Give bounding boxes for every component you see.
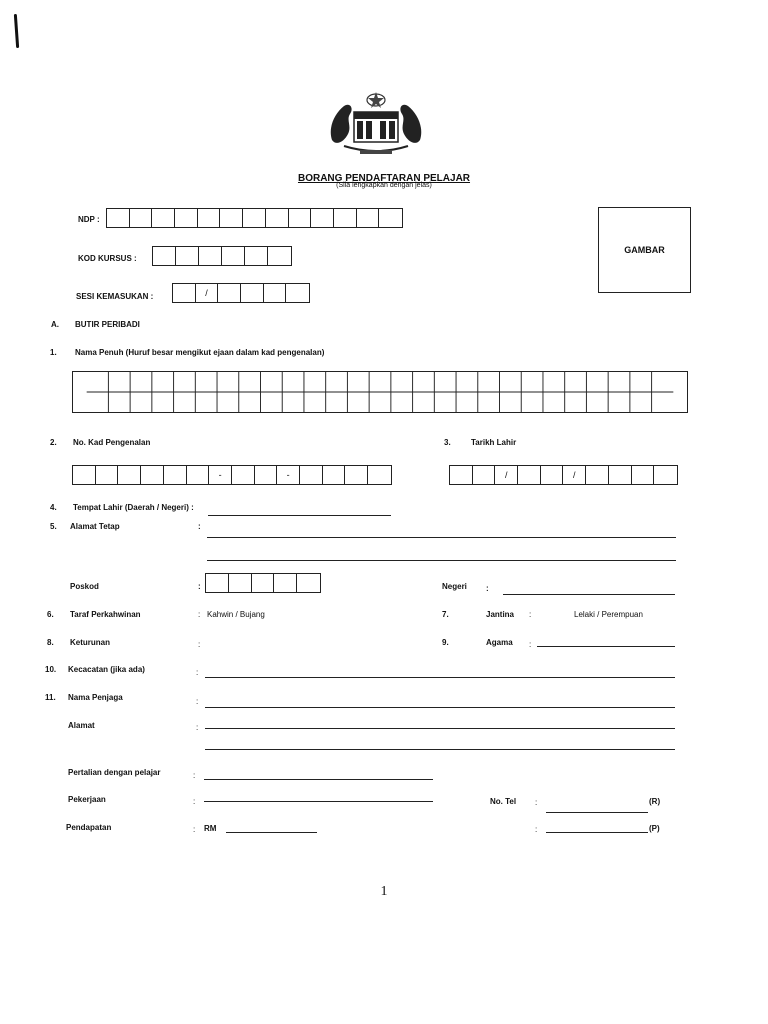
char-box[interactable]: [266, 209, 289, 227]
photo-label: GAMBAR: [624, 245, 665, 255]
char-box[interactable]: [187, 466, 210, 484]
ethnicity-label: Keturunan: [70, 638, 110, 647]
char-box[interactable]: [96, 466, 119, 484]
char-box[interactable]: [323, 466, 346, 484]
full-name-grid[interactable]: [72, 371, 688, 413]
income-colon: :: [193, 825, 196, 834]
char-box[interactable]: [118, 466, 141, 484]
field-11-number: 11.: [45, 693, 56, 702]
birth-place-line[interactable]: [208, 515, 391, 516]
religion-label: Agama: [486, 638, 513, 647]
char-box[interactable]: [563, 466, 586, 484]
char-box[interactable]: [300, 466, 323, 484]
field-6-number: 6.: [47, 610, 54, 619]
char-box[interactable]: [274, 574, 297, 592]
guardian-name-colon: :: [196, 697, 199, 706]
occupation-line[interactable]: [204, 801, 433, 802]
char-box[interactable]: [229, 574, 252, 592]
birth-date-boxes[interactable]: [449, 465, 678, 485]
box-separator: /: [504, 470, 508, 480]
occupation-colon: :: [193, 797, 196, 806]
char-box[interactable]: [209, 466, 232, 484]
char-box[interactable]: [245, 247, 268, 265]
guardian-name-label: Nama Penjaga: [68, 693, 123, 702]
disability-colon: :: [196, 668, 199, 677]
ethnicity-colon: :: [198, 640, 201, 649]
field-8-number: 8.: [47, 638, 54, 647]
char-box[interactable]: [368, 466, 391, 484]
relationship-label: Pertalian dengan pelajar: [68, 768, 161, 777]
char-box[interactable]: [152, 209, 175, 227]
char-box[interactable]: [473, 466, 496, 484]
char-box[interactable]: [130, 209, 153, 227]
char-box[interactable]: [277, 466, 300, 484]
char-box[interactable]: [541, 466, 564, 484]
field-7-number: 7.: [442, 610, 449, 619]
photo-box[interactable]: [598, 207, 691, 293]
char-box[interactable]: [222, 247, 245, 265]
gender-options[interactable]: Lelaki / Perempuan: [574, 610, 643, 619]
guardian-address-line-1[interactable]: [205, 728, 675, 729]
state-colon: :: [486, 584, 489, 593]
char-box[interactable]: [243, 209, 266, 227]
guardian-address-line-2[interactable]: [205, 749, 675, 750]
marital-status-colon: :: [198, 610, 201, 619]
char-box[interactable]: [175, 209, 198, 227]
char-box[interactable]: [586, 466, 609, 484]
section-a-title: BUTIR PERIBADI: [75, 320, 140, 329]
char-box[interactable]: [379, 209, 402, 227]
kod-kursus-boxes[interactable]: [152, 246, 292, 266]
disability-label: Kecacatan (jika ada): [68, 665, 145, 674]
postcode-boxes[interactable]: [205, 573, 321, 593]
char-box[interactable]: [73, 466, 96, 484]
char-box[interactable]: [268, 247, 291, 265]
gender-colon: :: [529, 610, 532, 619]
disability-line[interactable]: [205, 677, 675, 678]
phone-mobile-line[interactable]: [546, 832, 648, 833]
full-name-label: Nama Penuh (Huruf besar mengikut ejaan dalam kad pengenalan): [75, 348, 325, 357]
page-number: 1: [380, 884, 388, 899]
form-subtitle: (Sila lengkapkan dengan jelas): [336, 182, 432, 189]
char-box[interactable]: [311, 209, 334, 227]
box-separator: -: [286, 470, 290, 480]
guardian-name-line[interactable]: [205, 707, 675, 708]
form-title: BORANG PENDAFTARAN PELAJAR: [297, 173, 471, 184]
relationship-colon: :: [193, 771, 196, 780]
birth-place-label: Tempat Lahir (Daerah / Negeri) :: [73, 503, 194, 512]
field-10-number: 10.: [45, 665, 57, 674]
char-box[interactable]: [654, 466, 677, 484]
char-box[interactable]: [334, 209, 357, 227]
char-box[interactable]: [198, 209, 221, 227]
birth-date-label: Tarikh Lahir: [471, 438, 517, 447]
char-box[interactable]: [255, 466, 278, 484]
income-currency: RM: [204, 824, 217, 833]
phone-colon: :: [535, 798, 538, 807]
char-box[interactable]: [495, 466, 518, 484]
income-label: Pendapatan: [66, 823, 112, 832]
field-2-number: 2.: [50, 438, 57, 447]
marital-status-label: Taraf Perkahwinan: [70, 610, 141, 619]
char-box[interactable]: [199, 247, 222, 265]
char-box[interactable]: [206, 574, 229, 592]
pen-mark: [14, 14, 19, 48]
income-line[interactable]: [226, 832, 317, 833]
char-box[interactable]: [357, 209, 380, 227]
char-box[interactable]: [632, 466, 655, 484]
char-box[interactable]: [153, 247, 176, 265]
occupation-label: Pekerjaan: [68, 795, 106, 804]
postcode-label: Poskod: [70, 582, 99, 591]
char-box[interactable]: [289, 209, 312, 227]
state-line[interactable]: [503, 594, 675, 595]
postcode-colon: :: [198, 582, 201, 591]
box-separator: -: [218, 470, 222, 480]
permanent-address-colon: :: [198, 522, 201, 531]
field-1-number: 1.: [50, 348, 57, 357]
char-box[interactable]: [107, 209, 130, 227]
char-box[interactable]: [286, 284, 309, 302]
coat-of-arms-icon: [324, 90, 428, 162]
permanent-address-label: Alamat Tetap: [70, 522, 120, 531]
char-box[interactable]: [220, 209, 243, 227]
char-box[interactable]: [196, 284, 219, 302]
field-4-number: 4.: [50, 503, 57, 512]
char-box[interactable]: [345, 466, 368, 484]
field-9-number: 9.: [442, 638, 449, 647]
box-separator: /: [205, 288, 208, 298]
phone-mobile-suffix: (P): [649, 824, 660, 833]
state-label: Negeri: [442, 582, 467, 591]
ic-number-label: No. Kad Pengenalan: [73, 438, 151, 447]
ndp-label: NDP :: [78, 215, 100, 224]
guardian-address-colon: :: [196, 723, 199, 732]
char-box[interactable]: [297, 574, 320, 592]
address-line-2[interactable]: [207, 560, 676, 561]
box-separator: /: [573, 470, 576, 480]
char-box[interactable]: [241, 284, 264, 302]
char-box[interactable]: [450, 466, 473, 484]
phone-label: No. Tel: [490, 797, 517, 806]
char-box[interactable]: [232, 466, 255, 484]
ndp-boxes[interactable]: [106, 208, 403, 228]
char-box[interactable]: [609, 466, 632, 484]
sesi-kemasukan-label: SESI KEMASUKAN :: [76, 292, 154, 301]
phone-home-suffix: (R): [649, 797, 661, 806]
phone-mobile-colon: :: [535, 825, 538, 834]
char-box[interactable]: [141, 466, 164, 484]
char-box[interactable]: [176, 247, 199, 265]
religion-line[interactable]: [537, 646, 675, 647]
char-box[interactable]: [164, 466, 187, 484]
char-box[interactable]: [173, 284, 196, 302]
char-box[interactable]: [264, 284, 287, 302]
field-3-number: 3.: [444, 438, 451, 447]
phone-home-line[interactable]: [546, 812, 648, 813]
char-box[interactable]: [252, 574, 275, 592]
ic-number-boxes[interactable]: [72, 465, 392, 485]
field-5-number: 5.: [50, 522, 57, 531]
relationship-line[interactable]: [204, 779, 433, 780]
sesi-kemasukan-boxes[interactable]: [172, 283, 310, 303]
char-box[interactable]: [218, 284, 241, 302]
religion-colon: :: [529, 640, 532, 649]
address-line-1[interactable]: [207, 537, 676, 538]
char-box[interactable]: [518, 466, 541, 484]
kod-kursus-label: KOD KURSUS :: [78, 254, 137, 263]
guardian-address-label: Alamat: [68, 721, 95, 730]
gender-label: Jantina: [486, 610, 515, 619]
marital-status-options[interactable]: Kahwin / Bujang: [207, 610, 265, 619]
section-a-letter: A.: [51, 320, 59, 329]
